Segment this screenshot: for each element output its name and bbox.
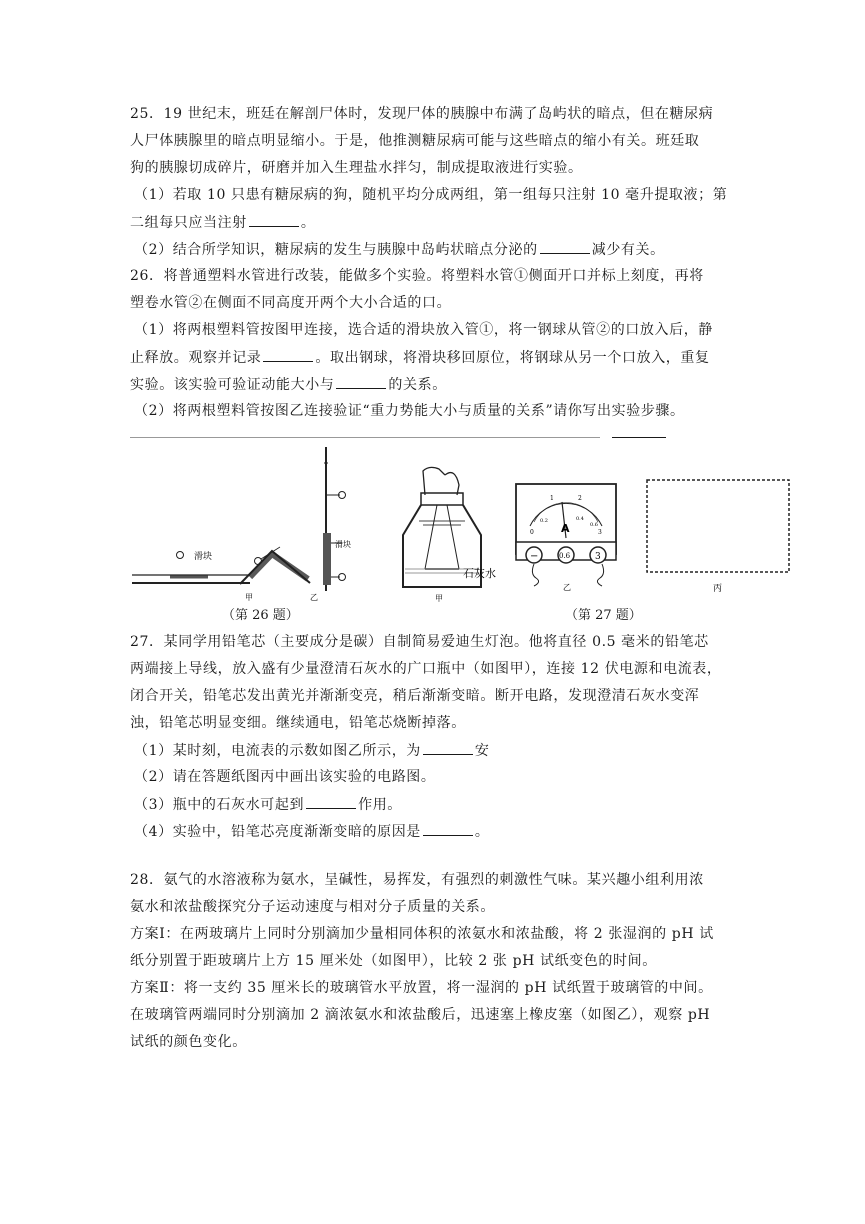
q27-part3-text: （3）瓶中的石灰水可起到 (134, 797, 305, 813)
q26-part1-text-3: 实验。该实验可验证动能大小与 (130, 377, 335, 393)
q25-part2-end: 减少有关。 (591, 242, 665, 258)
q25-part1-text: 二组每只应当注射 (130, 215, 247, 231)
q27-part4-end: 。 (474, 824, 490, 840)
q25-part1-end: 。 (300, 215, 316, 231)
fig26-label-jia: 甲 (245, 593, 253, 602)
q25-part2-line (134, 239, 665, 260)
meter-scale-02: 0.2 (540, 518, 548, 524)
q28-line-2: 氨水和浓盐酸探究分子运动速度与相对分子质量的关系。 (130, 899, 495, 915)
fig26-label-yi: 乙 (310, 593, 318, 602)
q25-answer-blank-1[interactable] (249, 212, 299, 227)
figure-27-circuit-box[interactable] (643, 476, 793, 601)
q26-part1-end: 的关系。 (388, 377, 447, 393)
q26-answer-blank-2[interactable] (336, 374, 386, 389)
q26-answer-blank-1[interactable] (263, 347, 313, 362)
q27-part1-end: 安 (474, 743, 490, 759)
q28-plan2-line-1: 方案Ⅱ：将一支约 35 厘米长的玻璃管水平放置，将一湿润的 pH 试纸置于玻璃管的中间。 (130, 980, 713, 996)
figure-27-jar (395, 465, 496, 603)
q25-part2-text: （2）结合所学知识，糖尿病的发生与胰腺中岛屿状暗点分泌的 (134, 242, 538, 258)
fig27-label-jia: 甲 (435, 594, 443, 603)
q27-line-1: 27．某同学用铅笔芯（主要成分是碳）自制简易爱迪生灯泡。他将直径 0.5 毫米的铅笔芯 (130, 634, 709, 650)
q26-part1-text: 止释放。观察并记录 (130, 350, 262, 366)
q25-line-1: 25．19 世纪末，班廷在解剖尸体时，发现尸体的胰腺中布满了岛屿状的暗点，但在糖尿病 (130, 106, 714, 122)
q26-answer-line-end[interactable] (612, 437, 666, 438)
q27-line-4: 浊，铅笔芯明显变细。继续通电，铅笔芯烧断掉落。 (130, 715, 466, 731)
fig27-limewater-label: 石灰水 (463, 567, 496, 580)
q26-part1-line-2 (130, 347, 710, 368)
q25-answer-blank-2[interactable] (540, 239, 590, 254)
figure-27-ammeter (512, 482, 622, 594)
q27-part2-line: （2）请在答题纸图丙中画出该实验的电路图。 (134, 769, 436, 785)
q27-part1-line (134, 740, 490, 761)
q27-answer-blank-4[interactable] (423, 821, 473, 836)
caption-26: （第 26 题） (222, 608, 299, 623)
caption-27: （第 27 题） (565, 608, 642, 623)
q28-plan1-line-2: 纸分别置于距玻璃片上方 15 厘米处（如图甲），比较 2 张 pH 试纸变色的时间。 (130, 953, 657, 969)
q26-line-1: 26．将普通塑料水管进行改装，能做多个实验。将塑料水管①侧面开口并标上刻度，再将 (130, 268, 704, 284)
q27-answer-blank-1[interactable] (423, 740, 473, 755)
meter-scale-04: 0.4 (576, 516, 584, 522)
fig26-slider-label: 滑块 (194, 552, 213, 562)
meter-scale-06: 0.6 (590, 522, 598, 528)
q28-plan2-line-3: 试纸的颜色变化。 (130, 1034, 247, 1050)
q25-part1-line-1: （1）若取 10 只患有糖尿病的狗，随机平均分成两组，第一组每只注射 10 毫升提取液；第 (134, 187, 728, 203)
q27-part1-text: （1）某时刻，电流表的示数如图乙所示，为 (134, 743, 421, 759)
q27-part3-end: 作用。 (358, 797, 402, 813)
meter-terminal-neg: − (530, 551, 539, 562)
q28-plan1-line-1: 方案Ⅰ：在两玻璃片上同时分别滴加少量相同体积的浓氨水和浓盐酸，将 2 张湿润的 pH 试 (130, 926, 714, 942)
fig27-label-bing: 丙 (713, 584, 723, 594)
q28-plan2-line-2: 在玻璃管两端同时分别滴加 2 滴浓氨水和浓盐酸后，迅速塞上橡皮塞（如图乙），观察 pH (130, 1007, 711, 1023)
q26-part2-line: （2）将两根塑料管按图乙连接验证“重力势能大小与质量的关系”请你写出实验步骤。 (134, 403, 685, 419)
q25-line-2: 人尸体胰腺里的暗点明显缩小。于是，他推测糖尿病可能与这些暗点的缩小有关。班廷取 (130, 133, 700, 149)
meter-terminal-3: 3 (595, 552, 601, 562)
q26-part1-text-cont: 。取出钢球，将滑块移回原位，将钢球从另一个口放入，重复 (315, 350, 710, 366)
q27-line-2: 两端接上导线，放入盛有少量澄清石灰水的广口瓶中（如图甲），连接 12 伏电源和电流表， (130, 661, 722, 677)
meter-symbol: A (561, 522, 570, 535)
meter-terminal-06: 0.6 (559, 552, 571, 560)
q27-line-3: 闭合开关，铅笔芯发出黄光并渐渐变亮，稍后渐渐变暗。断开电路，发现澄清石灰水变浑 (130, 688, 700, 704)
q26-part1-line-3 (130, 374, 447, 395)
q25-line-3: 狗的胰腺切成碎片，研磨并加入生理盐水拌匀，制成提取液进行实验。 (130, 160, 583, 176)
q28-line-1: 28．氨气的水溶液称为氨水，呈碱性，易挥发，有强烈的刺激性气味。某兴趣小组利用浓 (130, 872, 704, 888)
fig27-label-yi: 乙 (563, 583, 571, 592)
meter-scale-2: 2 (578, 495, 582, 502)
meter-scale-0: 0 (530, 529, 534, 536)
q26-line-2: 塑卷水管②在侧面不同高度开两个大小合适的口。 (130, 295, 452, 311)
meter-scale-1: 1 (550, 495, 554, 502)
q26-answer-line[interactable] (130, 437, 600, 438)
q25-part1-line-2 (130, 212, 315, 233)
meter-scale-3: 3 (598, 529, 602, 536)
figure-26 (130, 443, 370, 603)
q27-part4-line (134, 821, 490, 842)
q26-part1-line-1: （1）将两根塑料管按图甲连接，选合适的滑块放入管①，将一钢球从管②的口放入后，静 (134, 322, 713, 338)
q27-part3-line (134, 794, 402, 815)
q27-part4-text: （4）实验中，铅笔芯亮度渐渐变暗的原因是 (134, 824, 421, 840)
q27-answer-blank-3[interactable] (306, 794, 356, 809)
fig26-slider-label-2: 滑块 (335, 540, 351, 549)
